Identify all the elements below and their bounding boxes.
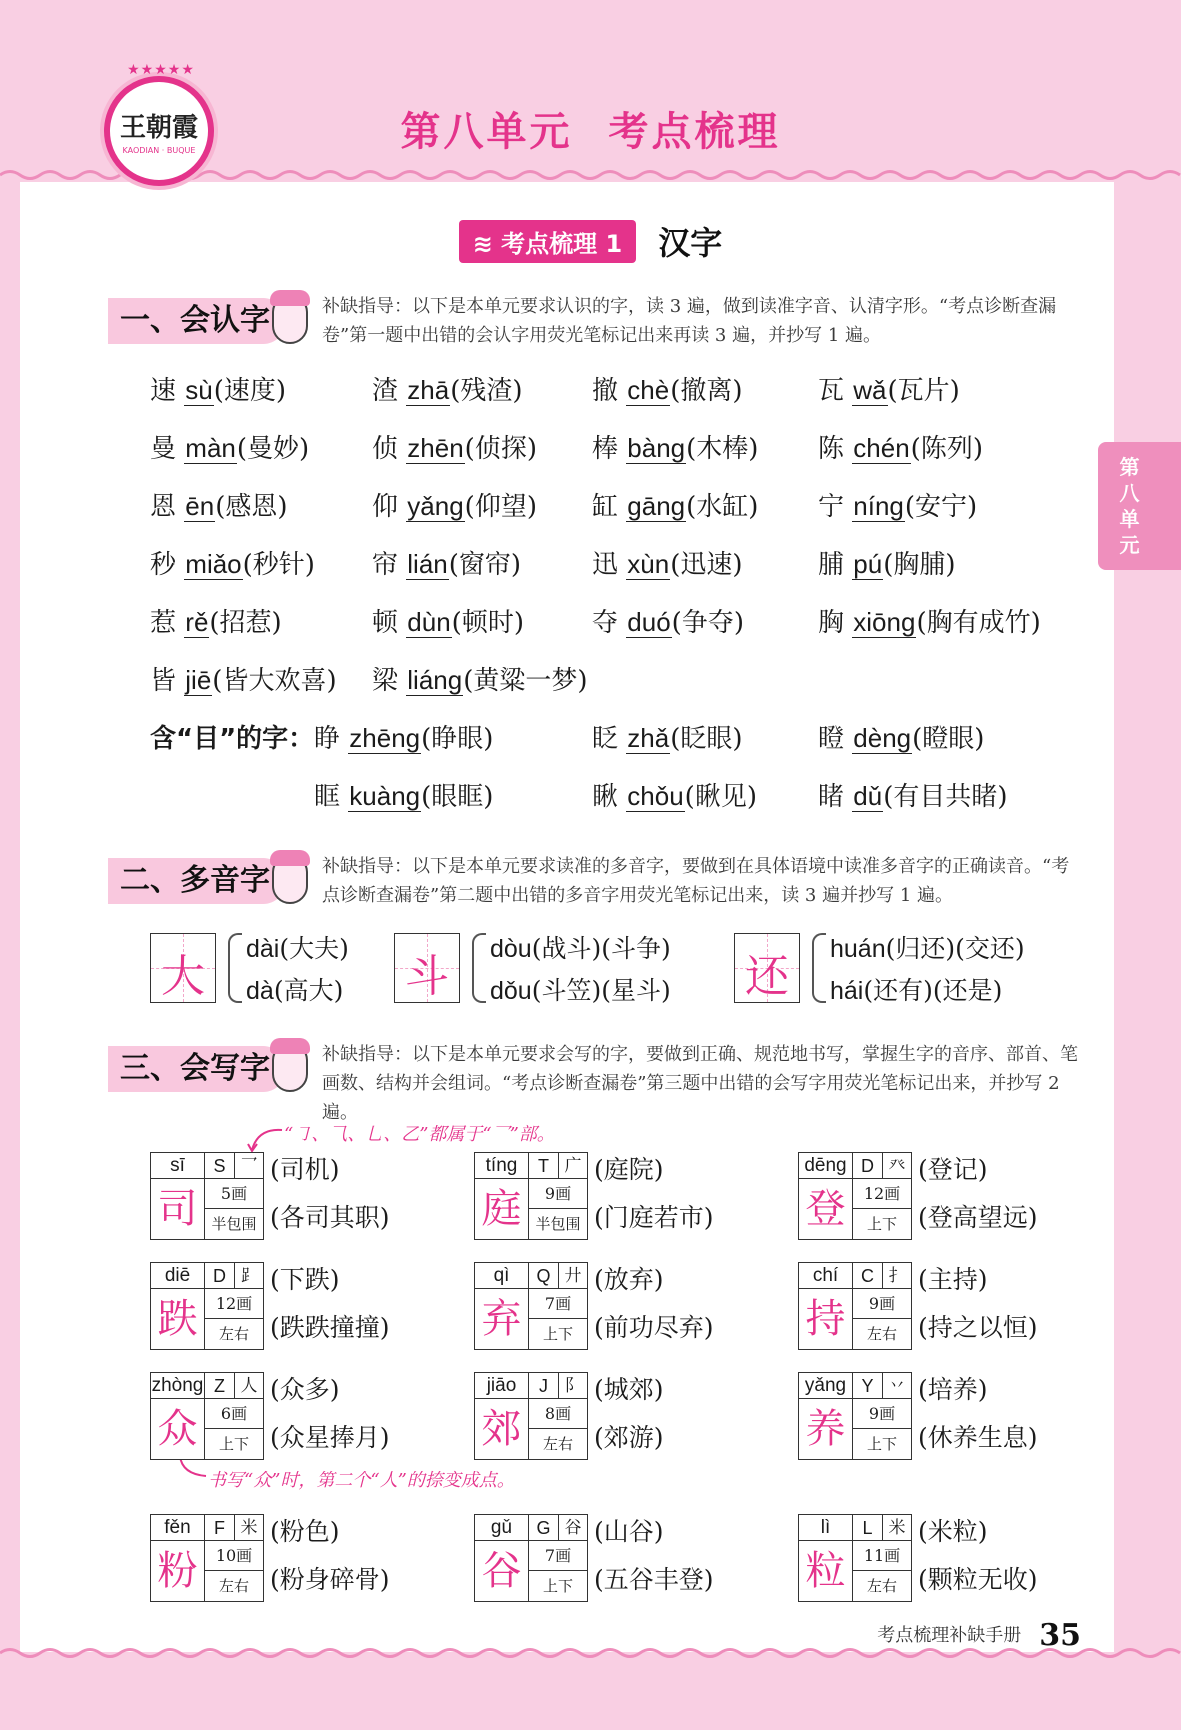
card-letter: T [529, 1153, 559, 1179]
card-strokes: 10画 [205, 1541, 263, 1571]
word-2: (各司其职) [270, 1203, 390, 1232]
example-word: (水缸) [686, 492, 759, 522]
pinyin: chǒu [627, 781, 684, 811]
word-2: (持之以恒) [918, 1313, 1038, 1342]
word-1: (粉色) [270, 1517, 340, 1546]
hanzi: 帘 [372, 550, 399, 580]
example-word: (秒针) [242, 550, 315, 580]
example-word: (窗帘) [448, 550, 522, 580]
card-structure: 左右 [866, 1577, 897, 1595]
pinyin: dèng [853, 723, 912, 753]
recognize-entry [592, 428, 758, 465]
card-structure: 上下 [866, 1215, 897, 1233]
card-hanzi: 粉 [151, 1541, 205, 1601]
hanzi: 胸 [818, 608, 845, 638]
example-word: (速度) [213, 376, 287, 406]
hanzi: 惹 [150, 608, 177, 638]
hanzi: 睁 [314, 724, 341, 754]
card-pinyin: dēng [799, 1153, 853, 1179]
word-2: (前功尽弃) [594, 1313, 714, 1342]
card-pinyin: sī [151, 1153, 205, 1179]
pinyin: lián [407, 549, 448, 579]
card-letter: Q [529, 1263, 559, 1289]
recognize-entry [592, 776, 757, 813]
pinyin: màn [185, 433, 236, 463]
radical-note: “㇆、⺄、乚、乙”都属于“乛”部。 [284, 1124, 555, 1145]
pinyin: dǒu [490, 977, 532, 1005]
card-letter: J [529, 1373, 559, 1399]
example-words: (还有)(还是) [863, 976, 1003, 1005]
example-word: (瓦片) [887, 376, 960, 406]
example-words: (高大) [273, 976, 344, 1005]
char-card [798, 1262, 912, 1350]
word-2: (门庭若市) [594, 1203, 714, 1232]
eye-label [150, 718, 314, 755]
recognize-entry [592, 544, 743, 581]
recognize-entry [314, 776, 493, 813]
char-card [150, 1514, 264, 1602]
pinyin: huán [830, 935, 886, 963]
card-words [270, 1508, 390, 1604]
word-2: (颗粒无收) [918, 1565, 1038, 1594]
card-radical: 米 [883, 1515, 911, 1541]
word-1: (庭院) [594, 1155, 664, 1184]
section-heading [0, 218, 1181, 264]
example-word: (眨眼) [670, 724, 743, 754]
card-words [918, 1508, 1038, 1604]
pinyin: liáng [407, 665, 463, 695]
footer [877, 1618, 1081, 1653]
card-strokes: 7画 [529, 1541, 587, 1571]
pinyin: gāng [627, 491, 686, 521]
tian-grid-box [734, 933, 800, 1003]
section-name: 汉字 [658, 224, 723, 262]
recognize-entry [818, 370, 960, 407]
card-hanzi: 众 [151, 1399, 205, 1459]
hanzi: 迅 [592, 550, 619, 580]
card-letter: D [853, 1153, 883, 1179]
card-pinyin: qì [475, 1263, 529, 1289]
char-card [798, 1152, 912, 1240]
word-2: (休养生息) [918, 1423, 1038, 1452]
word-1: (主持) [918, 1265, 988, 1294]
recognize-entry [150, 602, 282, 639]
card-structure: 左右 [218, 1577, 249, 1595]
card-hanzi: 登 [799, 1179, 853, 1239]
unit-side-tab[interactable] [1098, 442, 1181, 570]
hanzi: 曼 [150, 434, 177, 464]
pinyin: duó [627, 607, 671, 637]
card-hanzi: 郊 [475, 1399, 529, 1459]
star-row-icon: ★★★★★ [127, 62, 195, 78]
logo-subtext: KAODIAN · BUQUE [122, 146, 196, 155]
pinyin: níng [853, 491, 904, 521]
recognize-entry [372, 428, 537, 465]
word-2: (跌跌撞撞) [270, 1313, 390, 1342]
card-structure: 半包围 [535, 1215, 581, 1233]
write-label: 三、会写字 [108, 1046, 286, 1092]
pinyin: sù [185, 375, 213, 405]
pinyin: rě [185, 607, 209, 637]
example-word: (仰望) [464, 492, 537, 522]
recognize-entry [818, 544, 956, 581]
recognize-entry [150, 370, 286, 407]
hanzi: 宁 [818, 492, 845, 522]
pinyin: miǎo [185, 549, 242, 579]
polyphone-char: 斗 [405, 951, 449, 1002]
char-card [474, 1152, 588, 1240]
card-strokes: 9画 [853, 1289, 911, 1319]
recognize-entry [592, 602, 744, 639]
side-tab-char: 八 [1119, 481, 1140, 505]
card-words [594, 1366, 664, 1462]
card-structure: 左右 [218, 1325, 249, 1343]
card-radical: 广 [559, 1153, 587, 1179]
example-word: (眼眶) [421, 782, 494, 812]
word-1: (下跌) [270, 1265, 340, 1294]
card-hanzi: 弃 [475, 1289, 529, 1349]
pinyin: jiē [185, 665, 212, 695]
example-word: (招惹) [209, 608, 282, 638]
card-letter: Y [853, 1373, 883, 1399]
pinyin: zhēn [407, 433, 464, 463]
teacher-avatar-icon [272, 1044, 308, 1092]
footer-book-title: 考点梳理补缺手册 [877, 1625, 1022, 1646]
pinyin: xùn [627, 549, 670, 579]
card-structure: 左右 [866, 1325, 897, 1343]
word-1: (山谷) [594, 1517, 664, 1546]
card-words [918, 1256, 1038, 1352]
example-word: (睁眼) [421, 724, 494, 754]
recognize-entry [372, 660, 588, 697]
word-1: (登记) [918, 1155, 988, 1184]
recognize-entry [150, 428, 309, 465]
card-hanzi: 谷 [475, 1541, 529, 1601]
pinyin: ēn [185, 491, 215, 521]
word-2: (粉身碎骨) [270, 1565, 390, 1594]
polyphone-label: 二、多音字 [108, 858, 286, 904]
card-radical: 丷 [883, 1373, 911, 1399]
card-radical: 阝 [559, 1373, 587, 1399]
tian-grid-box [394, 933, 460, 1003]
example-word: (胸有成竹) [916, 608, 1041, 638]
card-words [918, 1366, 1038, 1462]
example-word: (侦探) [464, 434, 537, 464]
brace-icon [472, 933, 486, 1003]
pinyin: wǎ [853, 375, 887, 405]
example-word: (瞪眼) [912, 724, 985, 754]
polyphone-reading [490, 971, 671, 1007]
card-strokes: 9画 [529, 1179, 587, 1209]
word-1: (米粒) [918, 1517, 988, 1546]
pinyin: hái [830, 977, 864, 1005]
example-word: (黄粱一梦) [463, 666, 588, 696]
example-word: (顿时) [451, 608, 524, 638]
hanzi: 瞪 [818, 724, 845, 754]
example-word: (安宁) [904, 492, 978, 522]
brace-icon [228, 933, 242, 1003]
page-title-topic: 考点梳理 [608, 109, 781, 155]
word-2: (五谷丰登) [594, 1565, 714, 1594]
example-words: (大夫) [279, 934, 349, 963]
write-tip: 补缺指导：以下是本单元要求会写的字，要做到正确、规范地书写，掌握生字的音序、部首、笔画数、结构并会组词。“考点诊断查漏卷”第三题中出错的会写字用荧光笔标记出来，并抄写 2 遍。 [322, 1044, 1078, 1123]
char-card [474, 1372, 588, 1460]
recognize-entry [818, 486, 977, 523]
recognize-entry [372, 370, 523, 407]
card-words [270, 1146, 390, 1242]
pinyin: dà [246, 977, 274, 1005]
example-word: (有目共睹) [883, 782, 1008, 812]
example-word: (争夺) [671, 608, 744, 638]
recognize-entry [150, 544, 315, 581]
card-words [918, 1146, 1038, 1242]
hanzi: 瞅 [592, 782, 619, 812]
hanzi: 侦 [372, 434, 399, 464]
card-radical: ⻊ [235, 1263, 263, 1289]
card-hanzi: 持 [799, 1289, 853, 1349]
card-pinyin: tíng [475, 1153, 529, 1179]
recognize-entry [150, 486, 288, 523]
card-radical: 乛 [235, 1153, 263, 1179]
card-pinyin: lì [799, 1515, 853, 1541]
hanzi: 陈 [818, 434, 845, 464]
polyphone-char: 大 [161, 951, 205, 1002]
pinyin: chén [853, 433, 910, 463]
hanzi: 脯 [818, 550, 845, 580]
card-pinyin: chí [799, 1263, 853, 1289]
card-strokes: 7画 [529, 1289, 587, 1319]
card-structure: 上下 [866, 1435, 897, 1453]
pinyin: zhā [407, 375, 450, 405]
card-radical: 米 [235, 1515, 263, 1541]
hanzi: 棒 [592, 434, 619, 464]
pinyin: xiōng [853, 607, 916, 637]
polyphone-reading [830, 929, 1025, 965]
hanzi: 皆 [150, 666, 177, 696]
hanzi: 瓦 [818, 376, 845, 406]
card-letter: F [205, 1515, 235, 1541]
example-words: (归还)(交还) [885, 934, 1025, 963]
card-pinyin: yǎng [799, 1373, 853, 1399]
char-card [798, 1372, 912, 1460]
card-strokes: 12画 [853, 1179, 911, 1209]
brace-icon [812, 933, 826, 1003]
eye-label-text: 含“目”的字： [150, 724, 315, 754]
card-strokes: 11画 [853, 1541, 911, 1571]
card-strokes: 9画 [853, 1399, 911, 1429]
word-2: (郊游) [594, 1423, 664, 1452]
word-1: (司机) [270, 1155, 340, 1184]
word-2: (登高望远) [918, 1203, 1038, 1232]
hanzi: 眶 [314, 782, 341, 812]
hanzi: 顿 [372, 608, 399, 638]
word-1: (培养) [918, 1375, 988, 1404]
card-letter: D [205, 1263, 235, 1289]
polyphone-reading [246, 971, 343, 1007]
pinyin: yǎng [407, 491, 464, 521]
recognize-entry [592, 718, 743, 755]
word-1: (放弃) [594, 1265, 664, 1294]
section-badge: ≋ 考点梳理 1 [459, 220, 637, 263]
card-radical: 癶 [883, 1153, 911, 1179]
pinyin: dùn [407, 607, 451, 637]
stroke-note: 书写“众”时，第二个“人”的捺变成点。 [208, 1470, 515, 1491]
teacher-avatar-icon [272, 296, 308, 344]
polyphone-char: 还 [745, 951, 789, 1002]
page-title [0, 100, 1181, 157]
card-radical: 谷 [559, 1515, 587, 1541]
pinyin: pú [853, 549, 883, 579]
hanzi: 梁 [372, 666, 399, 696]
char-card [150, 1262, 264, 1350]
logo-name: 王朝霞 [119, 113, 198, 143]
char-card [150, 1372, 264, 1460]
recognize-entry [150, 660, 337, 697]
pinyin: bàng [627, 433, 686, 463]
card-structure: 左右 [542, 1435, 573, 1453]
card-letter: Z [205, 1373, 235, 1399]
recognize-entry [592, 486, 758, 523]
polyphone-reading [830, 971, 1002, 1007]
card-hanzi: 粒 [799, 1541, 853, 1601]
card-hanzi: 跌 [151, 1289, 205, 1349]
polyphone-reading [490, 929, 671, 965]
recognize-entry [818, 776, 1008, 813]
example-words: (斗笠)(星斗) [531, 976, 671, 1005]
card-pinyin: zhòng [151, 1373, 205, 1399]
example-word: (迅速) [670, 550, 743, 580]
pinyin: chè [627, 375, 670, 405]
card-pinyin: fěn [151, 1515, 205, 1541]
tian-grid-box [150, 933, 216, 1003]
card-structure: 半包围 [211, 1215, 257, 1233]
word-2: (众星捧月) [270, 1423, 390, 1452]
example-word: (瞅见) [684, 782, 757, 812]
recognize-entry [372, 486, 537, 523]
recognize-entry [372, 602, 524, 639]
card-words [594, 1146, 714, 1242]
card-letter: G [529, 1515, 559, 1541]
card-structure: 上下 [218, 1435, 249, 1453]
card-hanzi: 养 [799, 1399, 853, 1459]
char-card [474, 1514, 588, 1602]
hanzi: 撤 [592, 376, 619, 406]
recognize-entry [818, 428, 983, 465]
card-words [594, 1256, 714, 1352]
card-pinyin: jiāo [475, 1373, 529, 1399]
example-word: (曼妙) [236, 434, 310, 464]
pinyin: dǔ [853, 781, 883, 811]
card-strokes: 6画 [205, 1399, 263, 1429]
card-radical: 扌 [883, 1263, 911, 1289]
recognize-tip: 补缺指导：以下是本单元要求认识的字，读 3 遍，做到读准字音、认清字形。“考点诊断查漏卷”第一题中出错的会认字用荧光笔标记出来再读 3 遍，并抄写 1 遍。 [322, 296, 1057, 346]
hanzi: 渣 [372, 376, 399, 406]
card-strokes: 12画 [205, 1289, 263, 1319]
hanzi: 睹 [818, 782, 845, 812]
pinyin: dòu [490, 935, 532, 963]
example-word: (撤离) [670, 376, 743, 406]
hanzi: 夺 [592, 608, 619, 638]
card-radical: 人 [235, 1373, 263, 1399]
card-letter: S [205, 1153, 235, 1179]
side-tab-char: 单 [1119, 507, 1140, 531]
recognize-entry [592, 370, 743, 407]
card-letter: C [853, 1263, 883, 1289]
recognize-entry [372, 544, 521, 581]
card-strokes: 8画 [529, 1399, 587, 1429]
pinyin: kuàng [349, 781, 421, 811]
pinyin: zhēng [349, 723, 421, 753]
example-word: (胸脯) [883, 550, 956, 580]
hanzi: 秒 [150, 550, 177, 580]
card-pinyin: diē [151, 1263, 205, 1289]
card-pinyin: gǔ [475, 1515, 529, 1541]
page-title-unit: 第八单元 [400, 109, 573, 155]
side-tab-char: 元 [1119, 533, 1140, 557]
pinyin: dài [246, 935, 280, 963]
example-words: (战斗)(斗争) [531, 934, 671, 963]
hanzi: 眨 [592, 724, 619, 754]
hanzi: 缸 [592, 492, 619, 522]
recognize-entry [818, 602, 1041, 639]
char-card [798, 1514, 912, 1602]
recognize-label: 一、会认字 [108, 298, 286, 344]
hanzi: 仰 [372, 492, 399, 522]
card-words [270, 1256, 390, 1352]
example-word: (木棒) [686, 434, 759, 464]
example-word: (皆大欢喜) [212, 666, 337, 696]
teacher-avatar-icon [272, 856, 308, 904]
card-letter: L [853, 1515, 883, 1541]
example-word: (陈列) [910, 434, 983, 464]
char-card [150, 1152, 264, 1240]
page-number: 35 [1039, 1618, 1081, 1653]
hanzi: 恩 [150, 492, 177, 522]
example-word: (残渣) [450, 376, 523, 406]
recognize-entry [818, 718, 984, 755]
card-words [270, 1366, 390, 1462]
pinyin: zhǎ [627, 723, 670, 753]
polyphone-tip: 补缺指导：以下是本单元要求读准的多音字，要做到在具体语境中读准多音字的正确读音。“考点诊断查漏卷”第二题中出错的多音字用荧光笔标记出来，读 3 遍并抄写 1 遍。 [322, 856, 1070, 906]
example-word: (感恩) [215, 492, 288, 522]
card-strokes: 5画 [205, 1179, 263, 1209]
polyphone-reading [246, 929, 349, 965]
hanzi: 速 [150, 376, 177, 406]
card-structure: 上下 [542, 1325, 573, 1343]
recognize-entry [314, 718, 493, 755]
card-radical: 廾 [559, 1263, 587, 1289]
char-card [474, 1262, 588, 1350]
word-1: (城郊) [594, 1375, 664, 1404]
card-words [594, 1508, 714, 1604]
card-hanzi: 司 [151, 1179, 205, 1239]
card-structure: 上下 [542, 1577, 573, 1595]
side-tab-char: 第 [1119, 455, 1140, 479]
word-1: (众多) [270, 1375, 340, 1404]
card-hanzi: 庭 [475, 1179, 529, 1239]
